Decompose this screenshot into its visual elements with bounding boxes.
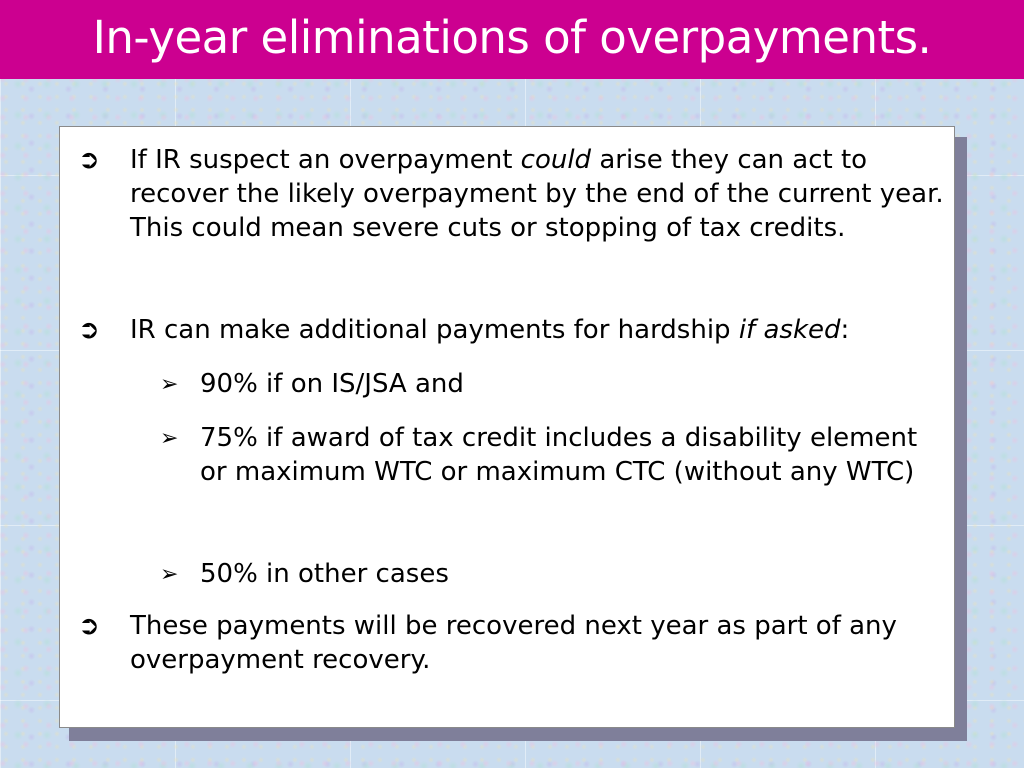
bullet-2-text-after: : xyxy=(840,315,850,345)
bullet-1-text-after: arise they can act to recover the likely overpayment by the end of the current year. This could mean severe cuts or stopping of tax credits. xyxy=(130,145,944,243)
chevron-bullet-icon: ➢ xyxy=(160,372,179,397)
sub-bullet-text-3: 50% in other cases xyxy=(200,559,449,589)
arrow-bullet-icon: ➲ xyxy=(78,145,100,175)
bullet-2-emphasis: if asked xyxy=(738,315,841,345)
sub-bullet-text-1: 90% if on IS/JSA and xyxy=(200,369,464,399)
chevron-bullet-icon: ➢ xyxy=(160,562,179,587)
bullet-1-text-before: If IR suspect an overpayment xyxy=(130,145,521,175)
bullet-text-2 xyxy=(130,313,950,347)
arrow-bullet-icon: ➲ xyxy=(78,611,100,641)
bullet-text-3: These payments will be recovered next year as part of any overpayment recovery. xyxy=(130,611,897,675)
content-box xyxy=(59,126,955,728)
chevron-bullet-icon: ➢ xyxy=(160,426,179,451)
slide-title: In-year eliminations of overpayments. xyxy=(92,11,932,64)
sub-bullet-text-2: 75% if award of tax credit includes a disability element or maximum WTC or maximum CTC (without any WTC) xyxy=(200,423,918,487)
bullet-text-1 xyxy=(130,143,950,245)
bullet-1-emphasis: could xyxy=(520,145,592,175)
arrow-bullet-icon: ➲ xyxy=(78,315,100,345)
bullet-2-text-before: IR can make additional payments for hardship xyxy=(130,315,739,345)
